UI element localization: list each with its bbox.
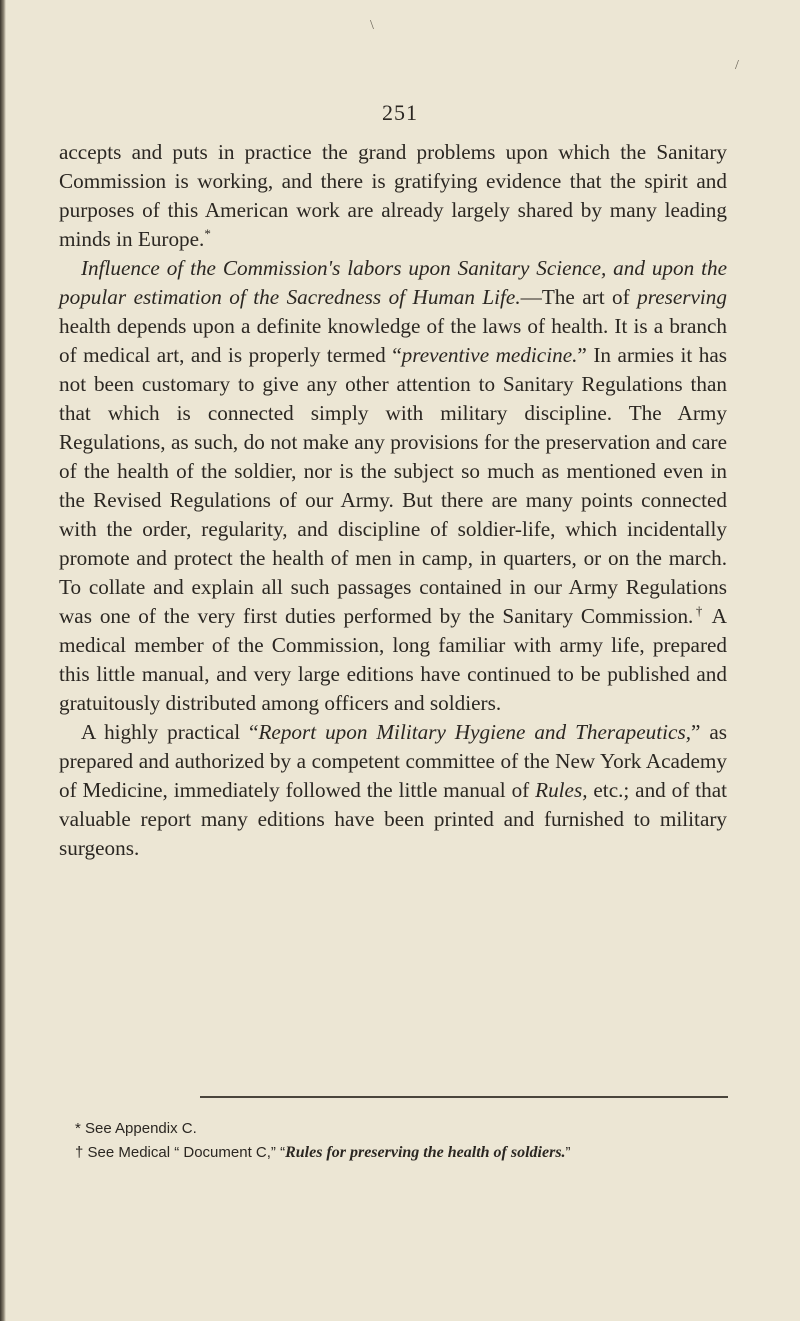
scan-mark: \ (370, 18, 374, 33)
paragraph (59, 718, 727, 863)
footnote-marker: * (204, 225, 211, 241)
text-run: ” In armies it has not been customary to give any other attention to Sanitary Regulations than that which is connected simply with military discipline. The Army Regulations, as such, do not make any provisions for the preservation and care of the health of the soldier, nor is the subject so much as mentioned even in the Revised Regulations of our Army. But there are many points connected with the order, regularity, and discipline of soldier-life, which incidentally promote and protect the health of men in camp, in quarters, or on the march. To collate and explain all such passages contained in our Army Regulations was one of the very first duties performed by the Sanitary Commission. (59, 343, 727, 628)
text-run: health depends upon a definite knowledge of the laws of health. It is a branch of medical art, and is properly termed “ (59, 314, 727, 367)
footnote-2-close: ” (565, 1144, 571, 1161)
italic-text: Rules, (535, 778, 588, 802)
italic-text: Report upon Military Hygiene and Therapeutics, (258, 720, 691, 744)
text-run: A highly practical “ (81, 720, 259, 744)
text-run: —The art of (520, 285, 638, 309)
footnote-1: * See Appendix C. (75, 1120, 197, 1137)
paragraph (59, 254, 727, 718)
page-number: 251 (382, 100, 418, 125)
text-run: accepts and puts in practice the grand problems upon which the Sanitary Commission is working, and there is gratifying evidence that the spirit and purposes of this American work are already largely shared by many leading minds in Europe. (59, 140, 727, 251)
footnote-divider (200, 1096, 728, 1098)
text-run: etc.; and of that valuable report many editions have been printed and furnished to military surgeons. (59, 778, 727, 860)
text-run: ” as prepared and authorized by a competent committee of the New York Academy of Medicine, immediately followed the little manual of (59, 720, 728, 802)
footnote-2 (75, 1141, 755, 1165)
footnote-2-title: Rules for preserving the health of soldiers. (285, 1144, 566, 1161)
scan-mark: / (735, 58, 739, 73)
italic-text: preventive medicine. (401, 343, 578, 367)
body-text (59, 138, 727, 863)
footnote-marker: † (693, 602, 705, 618)
italic-text: Influence of the Commission's labors upon Sanitary Science, and upon the popular estimation of the Sacredness of Human Life. (59, 256, 727, 309)
text-run: A medical member of the Commission, long familiar with army life, prepared this little manual, and very large editions have continued to be published and gratuitously distributed among officers and soldiers. (59, 604, 727, 715)
page-edge (0, 0, 6, 1321)
footnote-2-text: † See Medical “ Document C,” “ (75, 1144, 286, 1161)
footnotes (75, 1117, 755, 1165)
italic-text: preserving (637, 285, 727, 309)
paragraph (59, 138, 727, 254)
